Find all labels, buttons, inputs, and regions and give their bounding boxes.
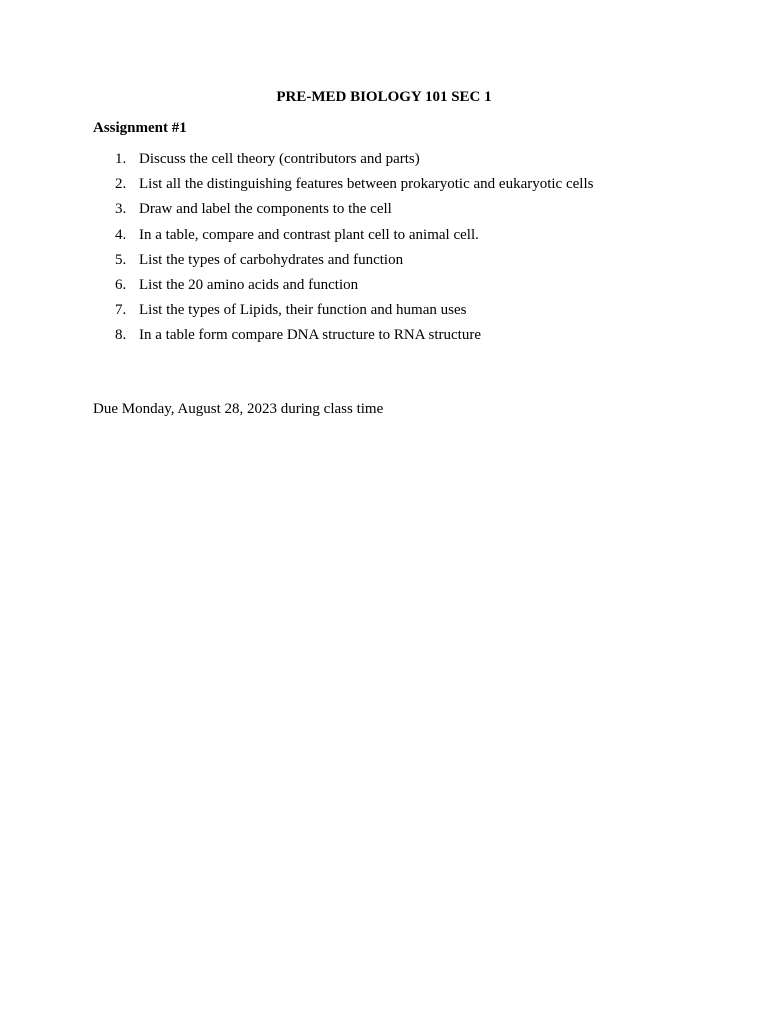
task-text: List the types of carbohydrates and function [139, 251, 404, 268]
task-number: 2. [115, 176, 127, 193]
task-text: Draw and label the components to the cell [139, 201, 392, 218]
task-text: List the 20 amino acids and function [139, 276, 359, 293]
task-number: 8. [115, 327, 127, 344]
task-number: 6. [115, 276, 127, 293]
task-number: 7. [115, 302, 127, 319]
document-title: PRE-MED BIOLOGY 101 SEC 1 [276, 89, 492, 105]
due-date-note: Due Monday, August 28, 2023 during class time [93, 401, 384, 417]
task-number: 1. [115, 151, 127, 167]
task-number: 3. [115, 201, 127, 218]
task-text: In a table, compare and contrast plant cell to animal cell. [139, 226, 479, 243]
task-text: List all the distinguishing features between prokaryotic and eukaryotic cells [139, 176, 594, 193]
task-text: List the types of Lipids, their function and human uses [139, 302, 467, 319]
task-text: In a table form compare DNA structure to RNA structure [139, 327, 481, 344]
task-number: 4. [115, 226, 127, 243]
assignment-heading: Assignment #1 [93, 120, 187, 136]
task-text: Discuss the cell theory (contributors and parts) [139, 151, 420, 167]
task-number: 5. [115, 251, 127, 268]
